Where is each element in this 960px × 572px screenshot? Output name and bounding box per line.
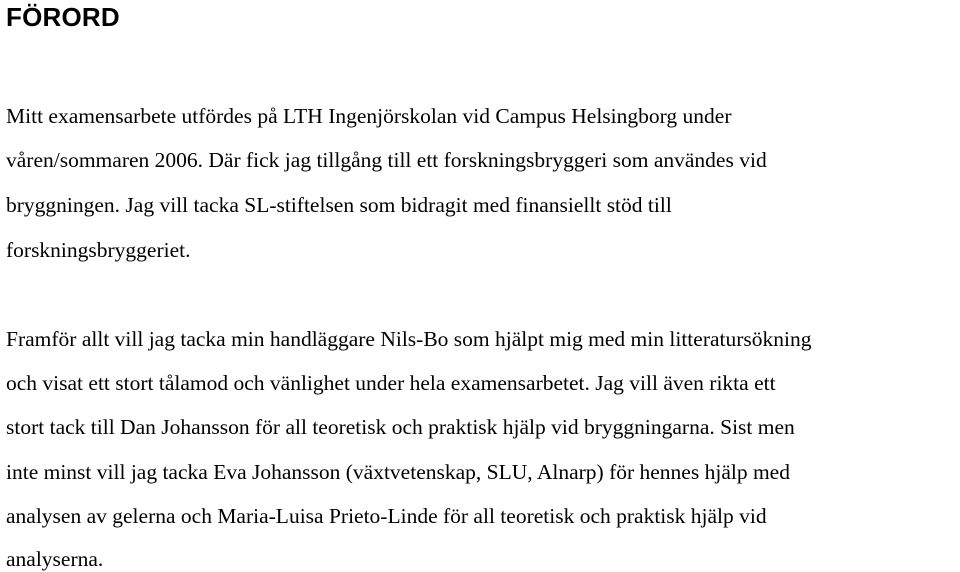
paragraph-line: analysen av gelerna och Maria-Luisa Prieto-Linde för all teoretisk och praktisk hjälp vid	[6, 504, 767, 528]
page-title: FÖRORD	[6, 2, 120, 32]
paragraph-line: Mitt examensarbete utfördes på LTH Ingenjörskolan vid Campus Helsingborg under	[6, 104, 732, 128]
paragraph-line: Framför allt vill jag tacka min handläggare Nils-Bo som hjälpt mig med min litteratursökning	[6, 327, 812, 351]
paragraph-line: inte minst vill jag tacka Eva Johansson (växtvetenskap, SLU, Alnarp) för hennes hjälp med	[6, 460, 790, 484]
paragraph-line: forskningsbryggeriet.	[6, 238, 191, 262]
paragraph-line: stort tack till Dan Johansson för all teoretisk och praktisk hjälp vid bryggningarna. Sist men	[6, 415, 795, 439]
paragraph-line: och visat ett stort tålamod och vänlighet under hela examensarbetet. Jag vill även rikta ett	[6, 371, 776, 395]
paragraph-line: bryggningen. Jag vill tacka SL-stiftelsen som bidragit med finansiellt stöd till	[6, 193, 672, 217]
paragraph-line: våren/sommaren 2006. Där fick jag tillgång till ett forskningsbryggeri som användes vid	[6, 148, 767, 172]
paragraph-line: analyserna.	[6, 547, 104, 571]
